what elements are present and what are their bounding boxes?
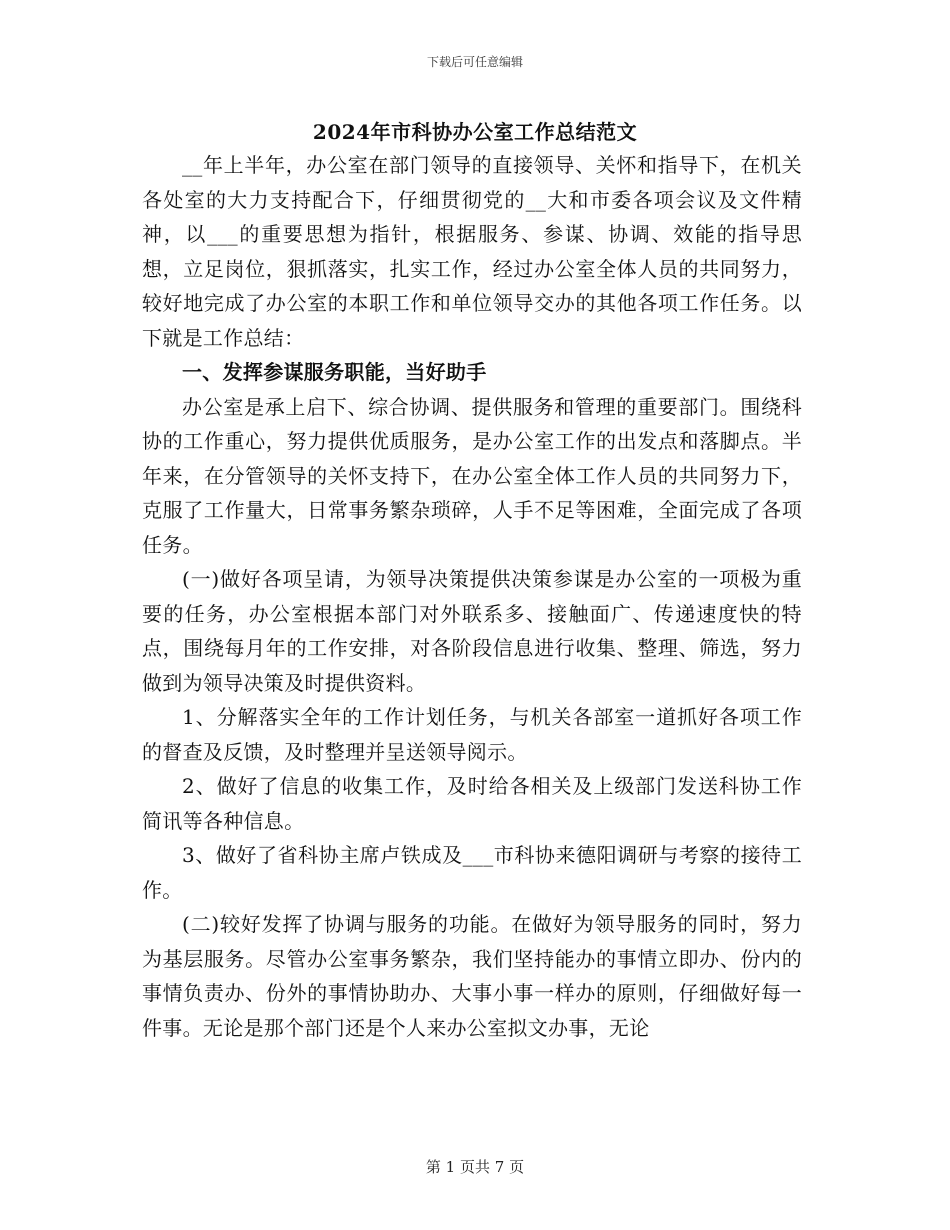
paragraph-item-2: 2、做好了信息的收集工作，及时给各相关及上级部门发送科协工作简讯等各种信息。 — [142, 774, 802, 833]
paragraph-subsection-2: (二)较好发挥了协调与服务的功能。在做好为领导服务的同时，努力为基层服务。尽管办公室事务繁杂，我们坚持能办的事情立即办、份内的事情负责办、份外的事情协助办、大事小事一样办的原则，仔细做好每一件事。无论是那个部门还是个人来办公室拟文办事，无论 — [142, 912, 802, 1040]
paragraph-office-role: 办公室是承上启下、综合协调、提供服务和管理的重要部门。围绕科协的工作重心，努力提供优质服务，是办公室工作的出发点和落脚点。半年来，在分管领导的关怀支持下，在办公室全体工作人员的共同努力下，克服了工作量大，日常事务繁杂琐碎，人手不足等困难，全面完成了各项任务。 — [142, 394, 802, 557]
document-title: 2024年市科协办公室工作总结范文 — [312, 120, 638, 144]
section-heading-1: 一、发挥参谋服务职能，当好助手 — [182, 360, 487, 384]
paragraph-intro: __年上半年，办公室在部门领导的直接领导、关怀和指导下，在机关各处室的大力支持配合下，仔细贯彻党的__大和市委各项会议及文件精神，以___的重要思想为指针，根据服务、参谋、协调、效能的指导思想，立足岗位，狠抓落实，扎实工作，经过办公室全体人员的共同努力，较好地完成了办公室的本职工作和单位领导交办的其他各项工作任务。以下就是工作总结： — [142, 153, 802, 350]
paragraph-subsection-1: (一)做好各项呈请，为领导决策提供决策参谋是办公室的一项极为重要的任务，办公室根据本部门对外联系多、接触面广、传递速度快的特点，围绕每月年的工作安排，对各阶段信息进行收集、整理、筛选，努力做到为领导决策及时提供资料。 — [142, 567, 802, 695]
paragraph-item-3: 3、做好了省科协主席卢铁成及___市科协来德阳调研与考察的接待工作。 — [142, 843, 802, 902]
page-footer: 第 1 页共 7 页 — [425, 1158, 525, 1176]
header-note: 下载后可任意编辑 — [426, 55, 523, 69]
paragraph-item-1: 1、分解落实全年的工作计划任务，与机关各部室一道抓好各项工作的督查及反馈，及时整理并呈送领导阅示。 — [142, 705, 802, 764]
document-body — [142, 148, 802, 1045]
